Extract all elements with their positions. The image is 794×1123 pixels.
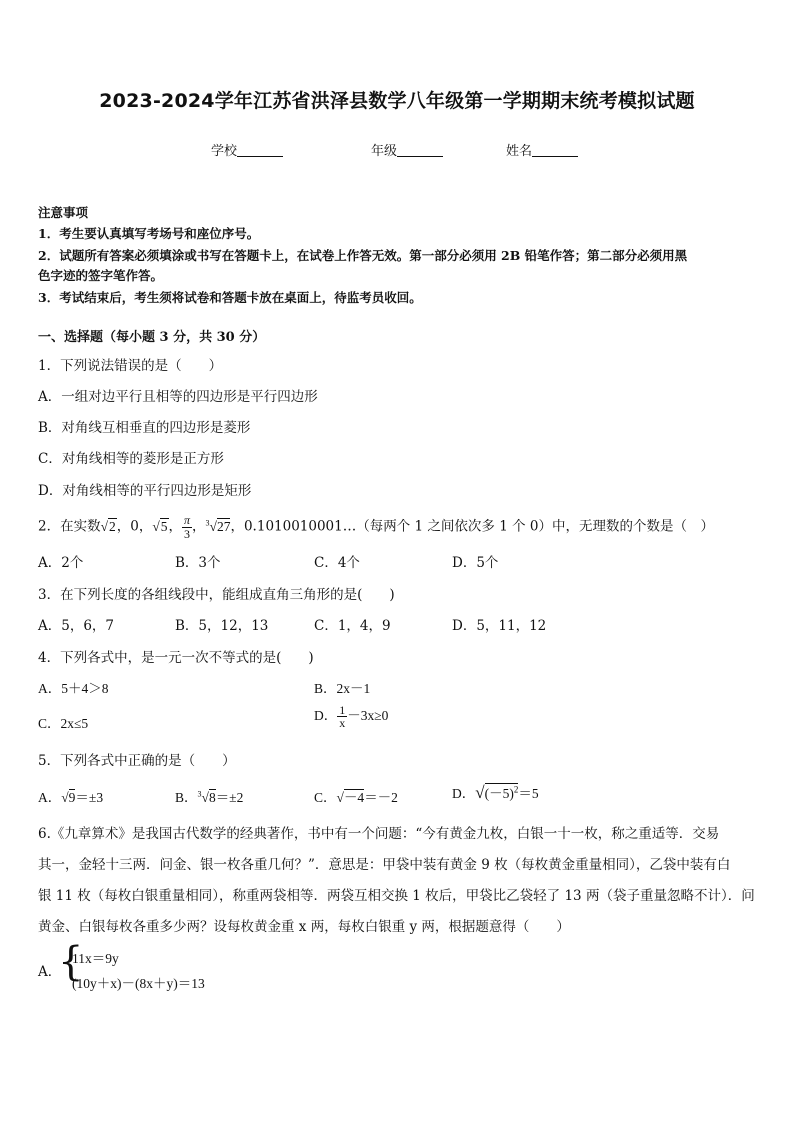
q2-prefix: 2．在实数 [38, 518, 101, 535]
name-label: 姓名 [506, 144, 533, 159]
q2-pi-over-3: $\frac{\pi}{3}$ [184, 512, 191, 541]
q1-option-a[interactable]: A．一组对边平行且相等的四边形是平行四边形 [38, 389, 318, 405]
question-4-stem: 4．下列各式中，是一元一次不等式的是( ) [38, 650, 314, 666]
q3-option-c[interactable]: C．1，4，9 [314, 618, 391, 634]
page-title: 2023-2024学年江苏省洪泽县数学八年级第一学期期末统考模拟试题 [99, 90, 695, 112]
q2-option-a[interactable]: A．2个 [38, 555, 84, 571]
name-field[interactable] [506, 140, 578, 159]
note-item: 1．考生要认真填写考场号和座位序号。 [38, 226, 260, 241]
grade-blank[interactable] [397, 144, 443, 157]
name-blank[interactable] [532, 144, 578, 157]
q3-option-b[interactable]: B．5，12，13 [175, 618, 269, 634]
question-3-stem: 3．在下列长度的各组线段中，能组成直角三角形的是( ) [38, 587, 395, 603]
q1-option-c[interactable]: C．对角线相等的菱形是正方形 [38, 451, 224, 467]
q3-option-d[interactable]: D．5，11，12 [452, 618, 547, 634]
note-item: 2．试题所有答案必须填涂或书写在答题卡上，在试卷上作答无效。第一部分必须用 2B 铅笔作答；第二部分必须用黑 [38, 248, 688, 263]
q2-tail: ，0.1010010001…（每两个 1 之间依次多 1 个 0）中，无理数的个数是（ ） [230, 518, 714, 535]
q2-sqrt-2: √2 [100, 518, 116, 534]
q2-option-b[interactable]: B．3个 [175, 555, 221, 571]
q5-option-a[interactable]: A．√9＝±3 [38, 790, 104, 805]
q3-option-a[interactable]: A．5，6，7 [38, 618, 115, 634]
q4-option-b[interactable]: B．2x－1 [314, 681, 371, 696]
q2-option-d[interactable]: D．5个 [452, 555, 499, 571]
q6-brace: { [58, 939, 84, 985]
q4-option-d[interactable] [314, 702, 388, 730]
question-5-stem: 5．下列各式中正确的是（ ） [38, 753, 236, 769]
question-2-stem: 2．在实数√2，0，√5， $\frac{\pi}{3}$ ，$^3$√27，0.1010010001…（每两个 1 之间依次多 1 个 0）中，无理数的个数是（ ） [38, 512, 714, 541]
q4-d-label: D． [314, 708, 338, 723]
question-6-line: 银 11 枚（每枚白银重量相同），称重两袋相等．两袋互相交换 1 枚后，甲袋比乙袋轻了 13 两（袋子重量忽略不计）．问 [38, 888, 755, 904]
q4-d-tail: －3x≥0 [347, 708, 389, 723]
q4-option-c[interactable]: C．2x≤5 [38, 716, 89, 731]
section-heading: 一、选择题（每小题 3 分，共 30 分） [38, 330, 266, 345]
question-6-line: 6.《九章算术》是我国古代数学的经典著作，书中有一个问题：“今有黄金九枚，白银一十一枚，称之重适等．交易 [38, 826, 720, 842]
notes-heading: 注意事项 [38, 205, 89, 220]
q5-option-d[interactable]: D．$√(-5)^2=5$ [452, 783, 539, 802]
school-label: 学校 [211, 144, 238, 159]
q2-option-c[interactable]: C．4个 [314, 555, 360, 571]
q6-equation-2: (10y＋x)－(8x＋y)＝13 [72, 976, 205, 991]
grade-label: 年级 [371, 144, 398, 159]
note-item: 色字迹的签字笔作答。 [38, 268, 164, 283]
q2-sqrt-5: √5 [152, 518, 168, 534]
school-blank[interactable] [237, 144, 283, 157]
question-6-line: 黄金、白银每枚各重多少两？设每枚黄金重 x 两，每枚白银重 y 两，根据题意得（ ） [38, 919, 570, 935]
note-item: 3．考试结束后，考生须将试卷和答题卡放在桌面上，待监考员收回。 [38, 290, 422, 305]
q2-zero: ，0， [116, 518, 153, 535]
question-6-line: 其一，金轻十三两．问金、银一枚各重几何？”．意思是：甲袋中装有黄金 9 枚（每枚黄金重量相同），乙袋中装有白 [38, 857, 731, 873]
q4-option-a[interactable]: A．5＋4＞8 [38, 681, 109, 696]
q4-d-fraction: $\frac{1}{x}$ [339, 702, 346, 731]
q5-option-b[interactable]: B．$^3$√8＝±2 [175, 789, 244, 805]
q1-option-b[interactable]: B．对角线互相垂直的四边形是菱形 [38, 420, 251, 436]
school-field[interactable] [211, 140, 283, 159]
q1-option-d[interactable]: D．对角线相等的平行四边形是矩形 [38, 483, 252, 499]
q5-option-c[interactable]: C．√－4＝－2 [314, 790, 398, 805]
question-1-stem: 1．下列说法错误的是（ ） [38, 358, 223, 374]
grade-field[interactable] [371, 140, 443, 159]
q2-cbrt-27: $^3$√27 [205, 518, 231, 534]
q6-option-a-label[interactable]: A． [38, 964, 62, 980]
q6-equation-1: 11x＝9y [72, 951, 119, 966]
